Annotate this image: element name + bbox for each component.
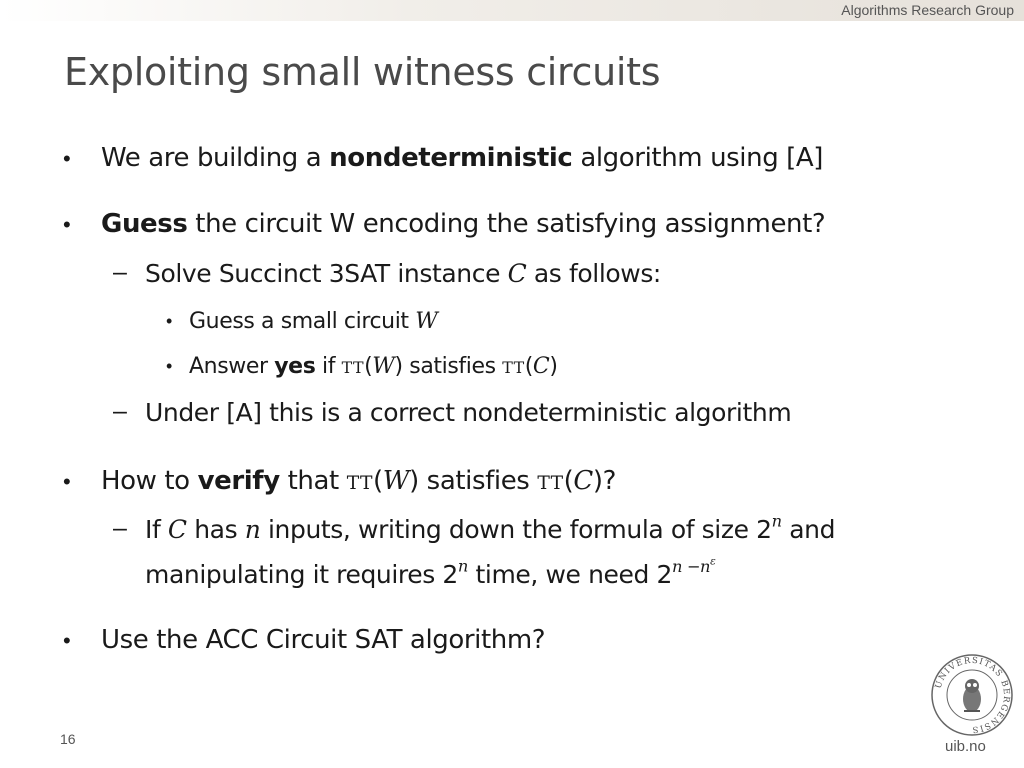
math-var: W xyxy=(382,466,410,496)
bullet-guess xyxy=(101,209,825,239)
bullet-nondeterministic xyxy=(101,143,823,173)
text: Answer xyxy=(189,354,275,379)
sub-bullet-formula-size-cont xyxy=(145,555,716,589)
text: the circuit W encoding the satisfying assignment? xyxy=(187,209,826,239)
text: manipulating it requires 2 xyxy=(145,560,458,589)
text: algorithm using [A] xyxy=(572,143,824,173)
text: satisfies xyxy=(402,354,503,379)
header-bar xyxy=(0,0,1024,21)
epsilon: ε xyxy=(710,555,716,568)
exponent: n xyxy=(457,556,468,576)
sub-bullet-succinct-3sat xyxy=(145,259,661,288)
exponent-base: n −n xyxy=(672,556,711,576)
text: as follows: xyxy=(526,259,661,288)
text: that xyxy=(279,466,347,496)
sub-bullet-correct-algorithm: Under [A] this is a correct nondeterministic algorithm xyxy=(145,398,792,427)
truth-table-op: TT xyxy=(341,358,365,377)
exponent xyxy=(672,557,715,576)
slide-title: Exploiting small witness circuits xyxy=(64,50,661,94)
seal-ring-text: UNIVERSITAS BERGENSIS xyxy=(933,655,1012,735)
truth-table-op: TT xyxy=(346,473,373,494)
text: has xyxy=(186,515,245,544)
bullet-acc-circuit: Use the ACC Circuit SAT algorithm? xyxy=(101,625,546,655)
emphasis: Guess xyxy=(101,209,188,239)
sub-sub-bullet-answer-yes: Answer yes if TT(W) satisfies TT(C) xyxy=(189,354,558,379)
page-number: 16 xyxy=(60,731,76,747)
emphasis: verify xyxy=(197,466,280,496)
text: If xyxy=(145,515,168,544)
dash-marker: – xyxy=(113,514,127,542)
truth-table-op: TT xyxy=(537,473,564,494)
bullet-marker: • xyxy=(166,311,173,331)
emphasis: nondeterministic xyxy=(329,143,573,173)
math-var: W xyxy=(372,354,395,379)
text: satisfies xyxy=(418,466,538,496)
research-group-name: Algorithms Research Group xyxy=(841,2,1014,18)
math-var: n xyxy=(244,515,261,544)
math-var: C xyxy=(573,466,593,496)
exponent: n xyxy=(771,511,782,531)
bullet-marker: • xyxy=(63,469,71,494)
dash-marker: – xyxy=(113,397,127,425)
dash-marker: – xyxy=(113,258,127,286)
bullet-verify: How to verify that TT(W) satisfies TT(C)? xyxy=(101,466,617,496)
bullet-marker: • xyxy=(63,628,71,653)
text: How to xyxy=(101,466,198,496)
sub-bullet-formula-size xyxy=(145,511,836,544)
sub-sub-bullet-guess-circuit xyxy=(189,309,437,334)
bullet-marker: • xyxy=(63,146,71,171)
math-var: C xyxy=(167,515,187,544)
text: if xyxy=(315,354,342,379)
truth-table-op: TT xyxy=(502,358,525,377)
emphasis: yes xyxy=(274,354,316,379)
text: Solve Succinct 3SAT instance xyxy=(145,259,508,288)
math-var: C xyxy=(532,354,550,379)
text: ? xyxy=(602,466,617,496)
text: time, we need 2 xyxy=(467,560,673,589)
math-var: W xyxy=(415,309,438,334)
site-link[interactable]: uib.no xyxy=(945,738,986,755)
bullet-marker: • xyxy=(166,356,173,376)
math-var: C xyxy=(507,259,527,288)
text: Guess a small circuit xyxy=(189,309,416,334)
university-seal-icon xyxy=(930,653,1014,737)
text: We are building a xyxy=(101,143,330,173)
text: inputs, writing down the formula of size 2 xyxy=(260,515,772,544)
text: and xyxy=(781,515,836,544)
bullet-marker: • xyxy=(63,212,71,237)
